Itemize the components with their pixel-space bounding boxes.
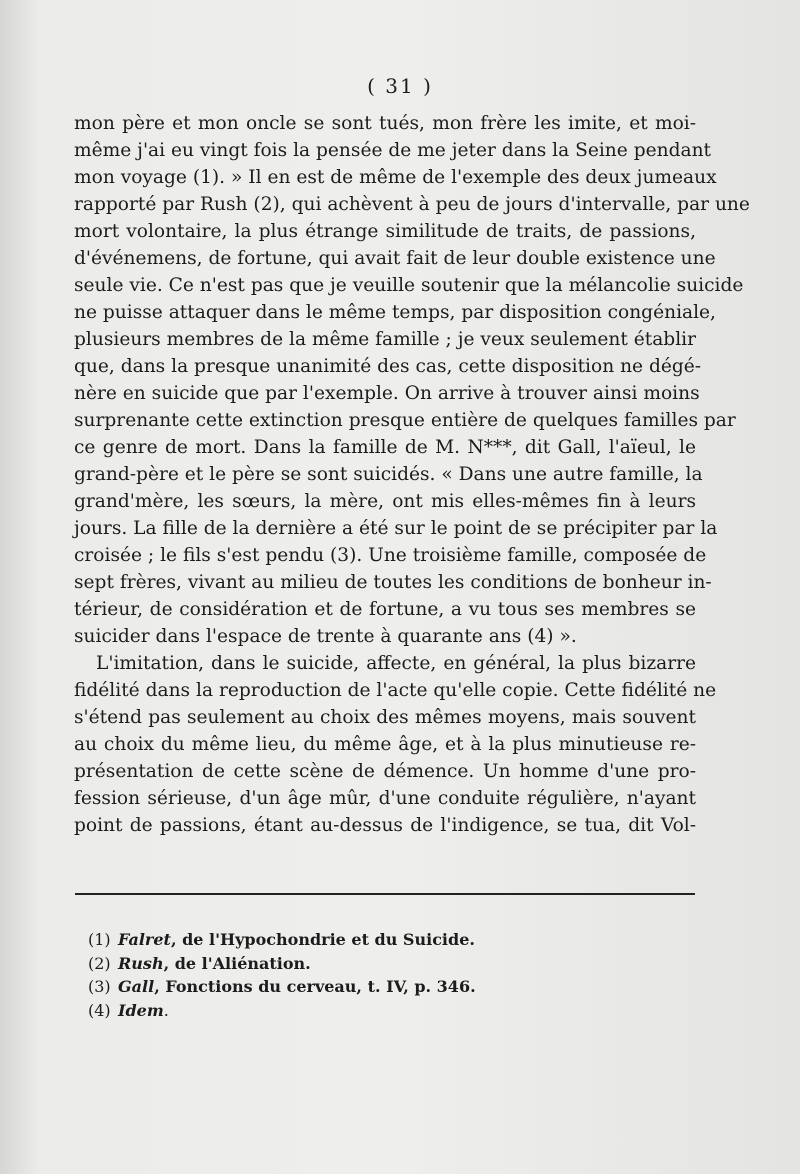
text-line: mon voyage (1). » Il en est de même de l'exemple des deux jumeaux [74,167,717,188]
text-line: térieur, de considération et de fortune, a vu tous ses membres se [74,599,696,620]
text-line: que, dans la presque unanimité des cas, cette disposition ne dégé- [74,356,702,377]
footnote-text: , de l'Hypochondrie et du Suicide. [170,930,475,949]
footnote [88,928,688,952]
footnote-number: (2) [88,953,111,973]
footnotes [88,928,688,1022]
footnote [88,975,688,999]
text-line: s'étend pas seulement au choix des mêmes moyens, mais souvent [74,707,696,728]
footnote-text: , Fonctions du cerveau, t. IV, p. 346. [154,977,476,996]
footnote-number: (1) [88,930,111,949]
text-line: d'événemens, de fortune, qui avait fait de leur double existence une [74,248,716,269]
text-line: présentation de cette scène de démence. Un homme d'une pro- [74,761,696,782]
text-line: nère en suicide que par l'exemple. On arrive à trouver ainsi moins [74,383,700,404]
text-line: grand-père et le père se sont suicidés. « Dans une autre famille, la [74,464,703,485]
text-line: plusieurs membres de la même famille ; je veux seulement établir [74,329,696,350]
text-line: même j'ai eu vingt fois la pensée de me jeter dans la Seine pendant [74,140,712,161]
footnote-author: Falret [118,930,171,949]
footnote [88,952,688,976]
text-line: fession sérieuse, d'un âge mûr, d'une conduite régulière, n'ayant [74,788,696,809]
footnote [88,999,688,1023]
text-line: grand'mère, les sœurs, la mère, ont mis elles-mêmes fin à leurs [74,491,696,512]
text-line: ce genre de mort. Dans la famille de M. N***, dit Gall, l'aïeul, le [74,437,696,458]
text-line: sept frères, vivant au milieu de toutes les conditions de bonheur in- [74,572,712,593]
text-line: rapporté par Rush (2), qui achèvent à peu de jours d'intervalle, par une [74,194,750,215]
text-line: jours. La fille de la dernière a été sur le point de se précipiter par la [74,518,718,539]
text-line: au choix du même lieu, du même âge, et à la plus minutieuse re- [74,734,696,755]
footnote-text: , de l'Aliénation. [163,953,311,973]
footnote-author: Gall [118,977,155,996]
text-line: croisée ; le fils s'est pendu (3). Une troisième famille, composée de [74,545,707,566]
text-line: suicider dans l'espace de trente à quarante ans (4) ». [74,626,577,647]
footnote-number: (3) [88,977,111,996]
text-line: ne puisse attaquer dans le même temps, par disposition congéniale, [74,302,716,323]
paragraph-start-line: L'imitation, dans le suicide, affecte, en général, la plus bizarre [96,653,696,674]
footnote-divider [75,893,695,895]
body-text [74,110,750,839]
page-number: ( 31 ) [367,74,433,98]
text-line: surprenante cette extinction presque entière de quelques familles par [74,410,736,431]
text-line: point de passions, étant au-dessus de l'indigence, se tua, dit Vol- [74,815,696,836]
footnote-number: (4) [88,1000,111,1020]
text-line: fidélité dans la reproduction de l'acte qu'elle copie. Cette fidélité ne [74,680,717,701]
footnote-author: Rush [118,953,164,973]
footnote-text: . [163,1000,169,1020]
footnote-author: Idem [118,1000,164,1020]
text-line: mort volontaire, la plus étrange similitude de traits, de passions, [74,221,696,242]
text-line: seule vie. Ce n'est pas que je veuille soutenir que la mélancolie suicide [74,275,744,296]
text-line: mon père et mon oncle se sont tués, mon frère les imite, et moi- [74,113,696,134]
